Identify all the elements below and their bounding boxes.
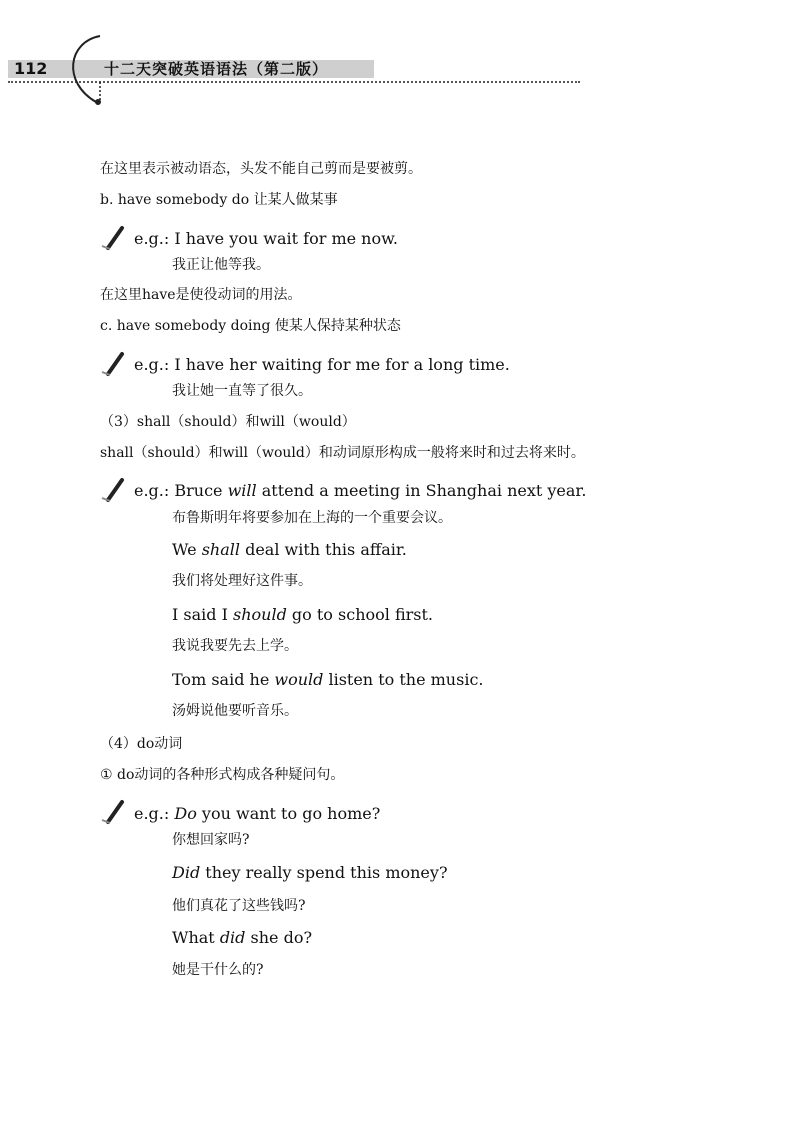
example-sentence <box>172 863 448 883</box>
pencil-icon <box>100 350 128 378</box>
example-sentence: I have her waiting for me for a long time. <box>174 355 510 374</box>
pencil-icon <box>100 476 128 504</box>
example-sentence <box>172 605 433 625</box>
section-4-title: （4）do动词 <box>100 736 183 752</box>
example-translation: 我让她一直等了很久。 <box>172 383 312 399</box>
section-3-title: （3）shall（should）和will（would） <box>100 414 356 430</box>
example-label: e.g.: <box>134 804 170 823</box>
example-translation: 我说我要先去上学。 <box>172 638 298 654</box>
sentence-italic: shall <box>201 540 240 559</box>
page-number: 112 <box>14 59 48 78</box>
example-label: e.g.: <box>134 229 170 248</box>
sentence-text: Bruce <box>174 481 228 500</box>
example-sentence <box>172 540 407 560</box>
example-translation: 我们将处理好这件事。 <box>172 573 312 589</box>
book-title: 十二天突破英语语法（第二版） <box>104 60 329 78</box>
sentence-italic: Do <box>174 804 197 823</box>
sentence-text: they really spend this money? <box>200 863 448 882</box>
sentence-text: We <box>172 540 202 559</box>
sentence-italic: did <box>219 928 246 947</box>
example-3-line <box>134 481 586 501</box>
example-translation: 你想回家吗? <box>172 832 250 848</box>
sentence-text: attend a meeting in Shanghai next year. <box>256 481 587 500</box>
sentence-italic: Did <box>172 863 201 882</box>
sentence-text: deal with this affair. <box>240 540 407 559</box>
example-translation: 她是干什么的? <box>172 962 264 978</box>
example-1-line <box>134 229 398 249</box>
sentence-italic: would <box>274 670 324 689</box>
paragraph-passive-note: 在这里表示被动语态，头发不能自己剪而是要被剪。 <box>100 161 422 177</box>
sentence-text: go to school first. <box>286 605 434 624</box>
pencil-icon <box>100 798 128 826</box>
example-label: e.g.: <box>134 481 170 500</box>
sentence-text: What <box>172 928 220 947</box>
example-sentence <box>172 670 483 690</box>
sentence-text: you want to go home? <box>196 804 381 823</box>
sentence-italic: will <box>227 481 257 500</box>
section-c-title: c. have somebody doing 使某人保持某种状态 <box>100 318 401 334</box>
paragraph-causative-note: 在这里have是使役动词的用法。 <box>100 287 302 303</box>
sentence-text: she do? <box>245 928 313 947</box>
sentence-italic: should <box>233 605 287 624</box>
sentence-text: I said I <box>172 605 234 624</box>
section-b-title: b. have somebody do 让某人做某事 <box>100 192 338 208</box>
page-header <box>0 0 800 120</box>
example-sentence <box>172 928 312 948</box>
example-4-line <box>134 804 380 824</box>
header-arc-ornament <box>60 32 120 112</box>
example-label: e.g.: <box>134 355 170 374</box>
sentence-text: Tom said he <box>172 670 275 689</box>
example-translation: 布鲁斯明年将要参加在上海的一个重要会议。 <box>172 510 452 526</box>
example-translation: 他们真花了这些钱吗? <box>172 898 306 914</box>
sentence-text: listen to the music. <box>323 670 484 689</box>
example-translation: 我正让他等我。 <box>172 257 270 273</box>
section-3-description: shall（should）和will（would）和动词原形构成一般将来时和过去将来时。 <box>100 445 585 461</box>
example-translation: 汤姆说他要听音乐。 <box>172 703 298 719</box>
pencil-icon <box>100 224 128 252</box>
section-4-item: ① do动词的各种形式构成各种疑问句。 <box>100 767 345 783</box>
example-2-line <box>134 355 510 375</box>
example-sentence: I have you wait for me now. <box>174 229 398 248</box>
